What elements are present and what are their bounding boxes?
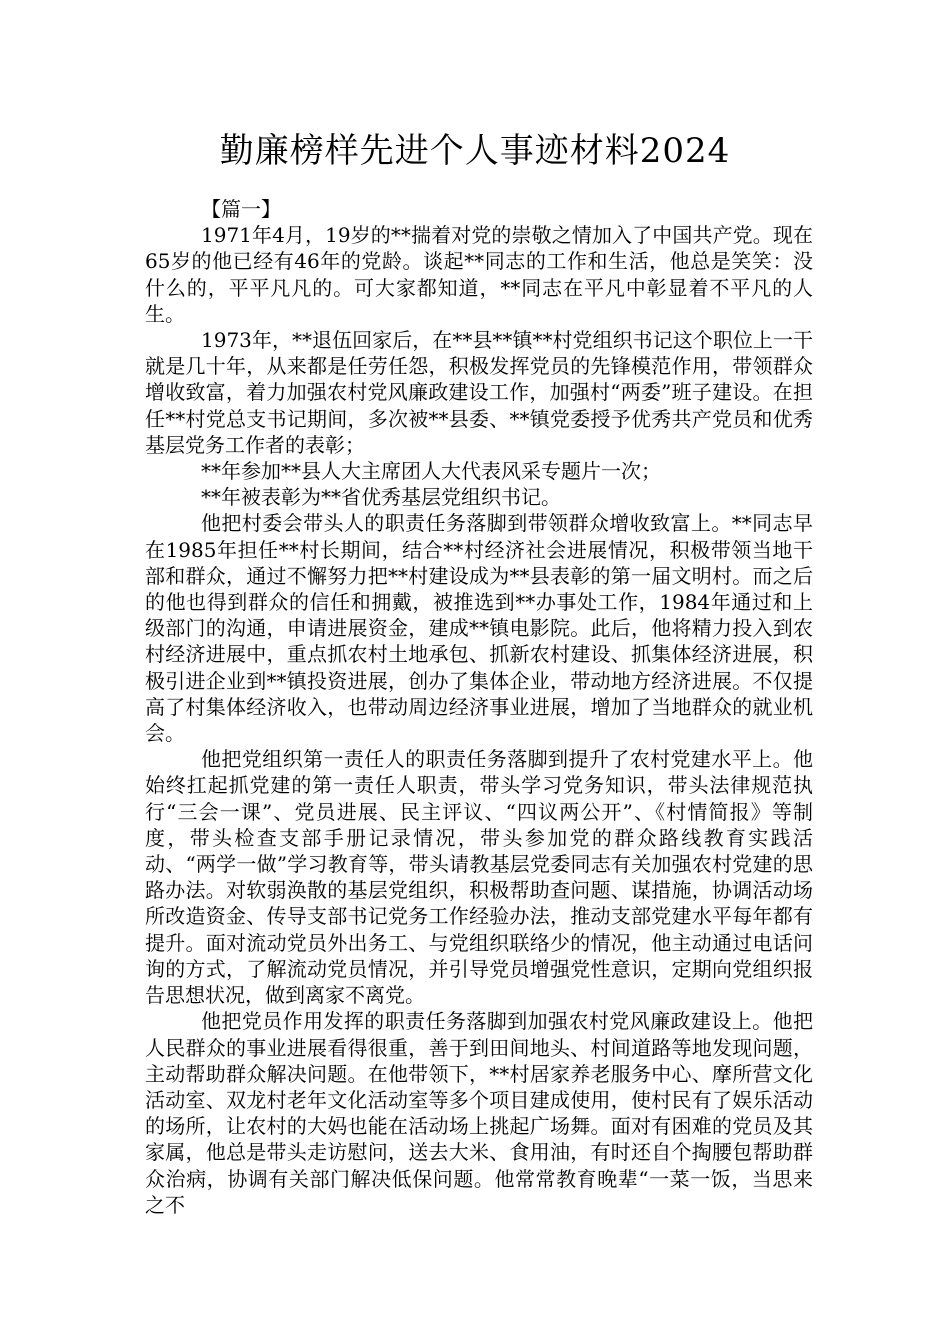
- document-title: 勤廉榜样先进个人事迹材料2024: [219, 131, 731, 171]
- paragraph-1: 1971年4月，19岁的**揣着对党的崇敬之情加入了中国共产党。现在65岁的他已经有46年的党龄。谈起**同志的工作和生活，他总是笑笑：没什么的，平平凡凡的。可大家都知道，**同志在平凡中彰显着不平凡的人生。: [145, 223, 813, 326]
- paragraph-6: 他把党组织第一责任人的职责任务落脚到提升了农村党建水平上。他始终扛起抓党建的第一责任人职责，带头学习党务知识，带头法律规范执行“三会一课”、党员进展、民主评议、“四议两公开”、《村情简报》等制度，带头检查支部手册记录情况，带头参加党的群众路线教育实践活动、“两学一做”学习教育等，带头请教基层党委同志有关加强农村党建的思路办法。对软弱涣散的基层党组织，积极帮助查问题、谋措施，协调活动场所改造资金、传导支部书记党务工作经验办法，推动支部党建水平每年都有提升。面对流动党员外出务工、与党组织联络少的情况，他主动通过电话问询的方式，了解流动党员情况，并引导党员增强党性意识，定期向党组织报告思想状况，做到离家不离党。: [145, 747, 813, 1008]
- paragraph-5: 他把村委会带头人的职责任务落脚到带领群众增收致富上。**同志早在1985年担任**村长期间，结合**村经济社会进展情况，积极带领当地干部和群众，通过不懈努力把**村建设成为**县表彰的第一届文明村。而之后的他也得到群众的信任和拥戴，被推选到**办事处工作，1984年通过和上级部门的沟通，申请进展资金，建成**镇电影院。此后，他将精力投入到农村经济进展中，重点抓农村土地承包、抓新农村建设、抓集体经济进展，积极引进企业到**镇投资进展，创办了集体企业，带动地方经济进展。不仅提高了村集体经济收入，也带动周边经济事业进展，增加了当地群众的就业机会。: [145, 511, 813, 746]
- paragraph-3: **年参加**县人大主席团人大代表风采专题片一次；: [201, 459, 661, 484]
- paragraph-2: 1973年，**退伍回家后，在**县**镇**村党组织书记这个职位上一干就是几十年，从来都是任劳任怨，积极发挥党员的先锋模范作用，带领群众增收致富，着力加强农村党风廉政建设工作，加强村“两委”班子建设。在担任**村党总支书记期间，多次被**县委、**镇党委授予优秀共产党员和优秀基层党务工作者的表彰；: [145, 328, 813, 457]
- paragraph-4: **年被表彰为**省优秀基层党组织书记。: [201, 485, 561, 510]
- document-body: [145, 196, 813, 1218]
- paragraph-7: 他把党员作用发挥的职责任务落脚到加强农村党风廉政建设上。他把人民群众的事业进展看得很重，善于到田间地头、村间道路等地发现问题，主动帮助群众解决问题。在他带领下，**村居家养老服务中心、摩所营文化活动室、双龙村老年文化活动室等多个项目建成使用，使村民有了娱乐活动的场所，让农村的大妈也能在活动场上挑起广场舞。面对有困难的党员及其家属，他总是带头走访慰问，送去大米、食用油，有时还自个掏腰包帮助群众治病，协调有关部门解决低保问题。他常常教育晚辈“一菜一饭，当思来之不: [145, 1009, 813, 1217]
- section-label: 【篇一】: [201, 197, 281, 221]
